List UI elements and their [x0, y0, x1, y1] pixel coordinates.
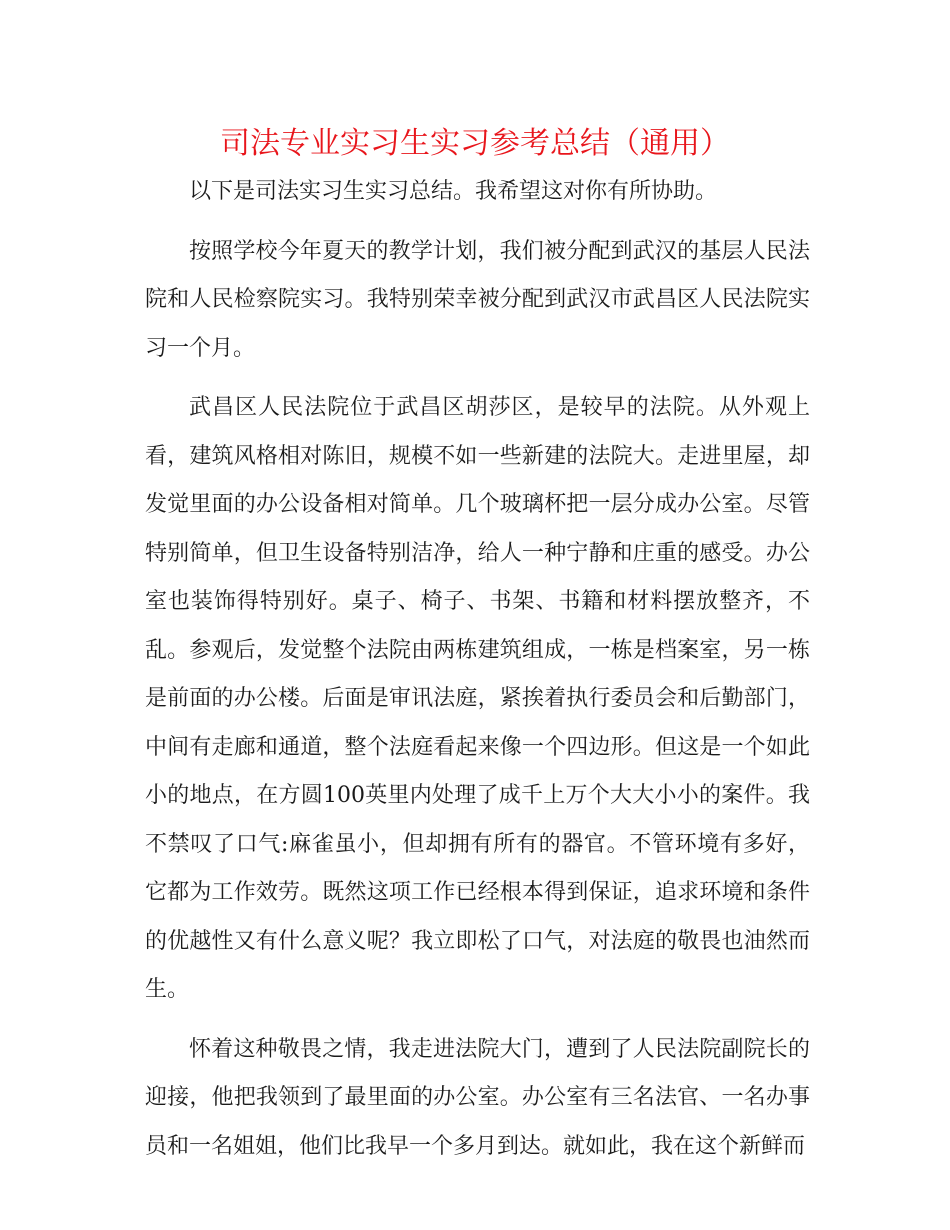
- paragraph-intro: 以下是司法实习生实习总结。我希望这对你有所协助。: [189, 179, 718, 204]
- document-title: 司法专业实习生实习参考总结（通用）: [220, 126, 730, 161]
- paragraph-assignment: 按照学校今年夏天的教学计划，我们被分配到武汉的基层人民法院和人民检察院实习。我特别荣幸被分配到武汉市武昌区人民法院实习一个月。: [145, 238, 810, 361]
- paragraph-arrival: 怀着这种敬畏之情，我走进法院大门，遭到了人民法院副院长的迎接，他把我领到了最里面的办公室。办公室有三名法官、一名办事员和一名姐姐，他们比我早一个多月到达。就如此，我在这个新鲜而: [145, 1036, 810, 1159]
- paragraph-court-description: 武昌区人民法院位于武昌区胡莎区，是较早的法院。从外观上看，建筑风格相对陈旧，规模不如一些新建的法院大。走进里屋，却发觉里面的办公设备相对简单。几个玻璃杯把一层分成办公室。尽管特别简单，但卫生设备特别洁净，给人一种宁静和庄重的感受。办公室也装饰得特别好。桌子、椅子、书架、书籍和材料摆放整齐，不乱。参观后，发觉整个法院由两栋建筑组成，一栋是档案室，另一栋是前面的办公楼。后面是审讯法庭，紧挨着执行委员会和后勤部门，中间有走廊和通道，整个法庭看起来像一个四边形。但这是一个如此小的地点，在方圆100英里内处理了成千上万个大大小小的案件。我不禁叹了口气:麻雀虽小，但却拥有所有的器官。不管环境有多好，它都为工作效劳。既然这项工作已经根本得到保证，追求环境和条件的优越性又有什么意义呢？我立即松了口气，对法庭的敬畏也油然而生。: [145, 395, 810, 1002]
- document-body: [145, 168, 810, 1171]
